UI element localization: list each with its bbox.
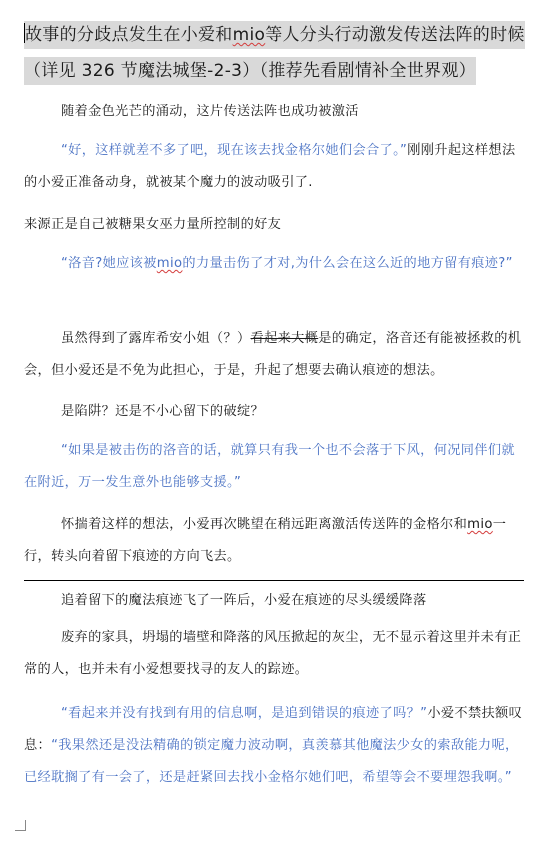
section-divider xyxy=(24,580,524,581)
paragraph-4-text-a: “洛音?她应该被 xyxy=(61,256,157,271)
heading-mio: mio xyxy=(232,25,266,45)
paragraph-11-quote-2: “我果然还是没法精确的锁定魔力波动啊，真羡慕其他魔法少女的索敌能力呢，已经耽搁了有一会了，还是赶紧回去找小金格尔她们吧，希望等会不要埋怨我啊。” xyxy=(24,738,519,785)
chapter-heading xyxy=(24,17,530,89)
paragraph-2-text: 刚刚升起这样想法的小爱正准备动身，就被某个魔力的波动吸引了. xyxy=(24,143,516,190)
paragraph-5-text-a: 虽然得到了露库希安小姐（？） xyxy=(61,331,251,346)
paragraph-8-text-b: 一行，转头向着留下痕迹的方向飞去。 xyxy=(24,517,507,564)
paragraph-2 xyxy=(24,135,524,199)
paragraph-10-text: 废弃的家具，坍塌的墙壁和降落的风压掀起的灰尘，无不显示着这里并未有正常的人，也并未有小爱想要找寻的友人的踪迹。 xyxy=(24,630,522,677)
page-margin-marker xyxy=(15,820,26,831)
heading-text-2: 等人分头行动激发传送法阵的时候（详见 326 节魔法城堡-2-3）（推荐先看剧情补全世界观） xyxy=(24,25,525,81)
paragraph-5-strikethrough: 看起来大概 xyxy=(250,331,319,346)
paragraph-1-text: 随着金色光芒的涌动，这片传送法阵也成功被激活 xyxy=(61,104,359,119)
heading-text-1: 故事的分歧点发生在小爱和 xyxy=(25,25,233,45)
paragraph-6-text: 是陷阱？还是不小心留下的破绽？ xyxy=(61,404,265,419)
paragraph-4 xyxy=(24,248,524,280)
paragraph-1 xyxy=(24,96,524,128)
paragraph-3 xyxy=(24,209,524,241)
paragraph-3-text: 来源正是自己被糖果女巫力量所控制的好友 xyxy=(24,217,282,232)
paragraph-11-text: 小爱不禁扶额叹息： xyxy=(24,706,523,753)
paragraph-11 xyxy=(24,698,524,794)
paragraph-8-text-a: 怀揣着这样的想法，小爱再次眺望在稍远距离激活传送阵的金格尔和 xyxy=(61,517,468,532)
paragraph-8 xyxy=(24,509,524,573)
paragraph-4-text-b: 的力量击伤了才对,为什么会在这么近的地方留有痕迹?” xyxy=(182,256,513,271)
paragraph-6 xyxy=(24,396,524,428)
paragraph-9 xyxy=(24,585,524,617)
paragraph-7-text: “如果是被击伤的洛音的话，就算只有我一个也不会落于下风，何况同伴们就在附近，万一发生意外也能够支援。” xyxy=(24,443,515,490)
paragraph-9-text: 追着留下的魔法痕迹飞了一阵后，小爱在痕迹的尽头缓缓降落 xyxy=(61,593,427,608)
paragraph-5 xyxy=(24,323,524,387)
paragraph-11-quote: “看起来并没有找到有用的信息啊，是追到错误的痕迹了吗？” xyxy=(61,706,428,721)
paragraph-8-mio: mio xyxy=(467,517,493,532)
paragraph-10 xyxy=(24,622,524,686)
paragraph-5-text-b: 是的确定，洛音还有能被拯救的机会，但小爱还是不免为此担心，于是，升起了想要去确认痕迹的想法。 xyxy=(24,331,522,378)
paragraph-2-quote: “好，这样就差不多了吧，现在该去找金格尔她们会合了。” xyxy=(61,143,408,158)
paragraph-4-mio: mio xyxy=(156,256,183,271)
paragraph-7 xyxy=(24,435,524,499)
heading-highlight xyxy=(24,21,525,85)
